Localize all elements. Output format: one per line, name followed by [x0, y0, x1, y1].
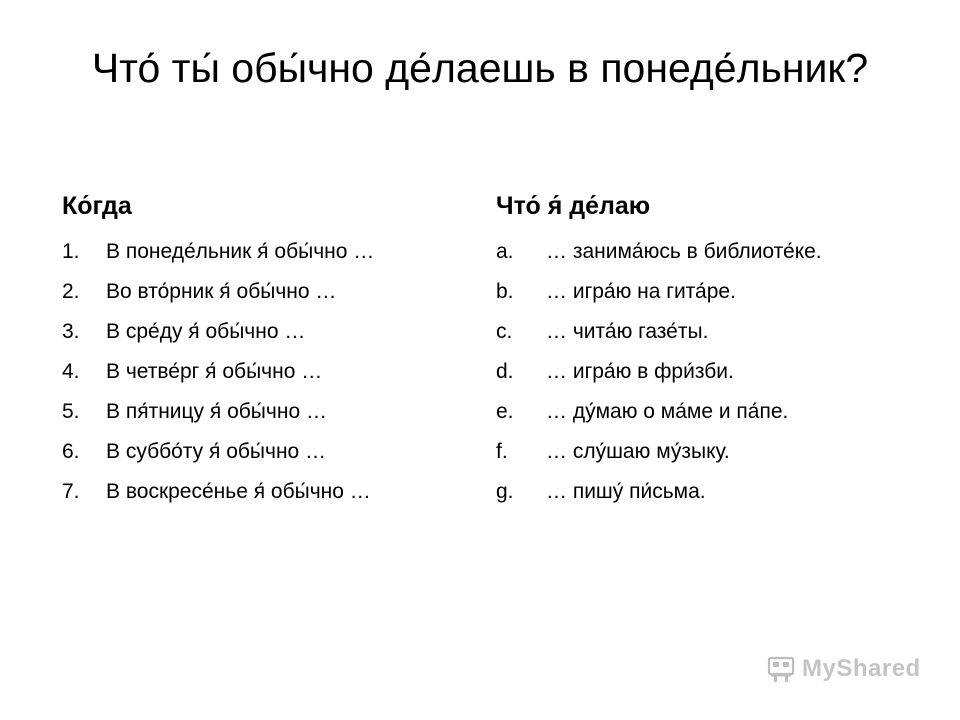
- item-number: 2.: [62, 280, 80, 303]
- myshared-watermark: [766, 654, 921, 684]
- item-text: В пя́тницу я́ обы́чно …: [106, 400, 327, 423]
- item-text: … ду́маю о ма́ме и па́пе.: [546, 400, 789, 423]
- item-letter: e.: [496, 400, 514, 423]
- item-text: … чита́ю газе́ты.: [546, 320, 709, 343]
- item-text: В воскресе́нье я́ обы́чно …: [106, 480, 371, 503]
- when-column: [62, 186, 482, 512]
- item-letter: f.: [496, 440, 508, 463]
- item-text: … игра́ю в фри́зби.: [546, 360, 734, 383]
- when-list: [62, 232, 482, 512]
- activity-list: [496, 232, 916, 512]
- list-item: [496, 312, 916, 352]
- item-letter: b.: [496, 280, 514, 303]
- item-text: … занима́юсь в библиоте́ке.: [546, 240, 822, 263]
- item-text: В суббо́ту я́ обы́чно …: [106, 440, 327, 463]
- list-item: [62, 272, 482, 312]
- list-item: [62, 472, 482, 512]
- item-number: 1.: [62, 240, 80, 263]
- item-text: Во вто́рник я́ обы́чно …: [106, 280, 337, 303]
- item-text: … слу́шаю му́зыку.: [546, 440, 730, 463]
- item-text: В понеде́льник я́ обы́чно …: [106, 240, 375, 263]
- list-item: [496, 392, 916, 432]
- item-letter: d.: [496, 360, 514, 383]
- item-letter: g.: [496, 480, 514, 503]
- list-item: [496, 232, 916, 272]
- list-item: [62, 312, 482, 352]
- item-letter: c.: [496, 320, 513, 343]
- list-item: [496, 432, 916, 472]
- list-item: [62, 232, 482, 272]
- list-item: [62, 352, 482, 392]
- activity-column: [496, 186, 916, 512]
- list-item: [496, 272, 916, 312]
- item-text: В сре́ду я́ обы́чно …: [106, 320, 306, 343]
- classroom-icon: [766, 654, 796, 684]
- item-number: 7.: [62, 480, 80, 503]
- item-text: … пишу́ пи́сьма.: [546, 480, 706, 503]
- activity-heading: Что́ я́ де́лаю: [496, 192, 651, 220]
- list-item: [496, 352, 916, 392]
- list-item: [62, 432, 482, 472]
- item-number: 3.: [62, 320, 80, 343]
- item-letter: a.: [496, 240, 514, 263]
- item-number: 5.: [62, 400, 80, 423]
- list-item: [496, 472, 916, 512]
- when-heading: Ко́гда: [62, 192, 132, 220]
- list-item: [62, 392, 482, 432]
- watermark-text: MyShared: [802, 655, 921, 682]
- item-number: 4.: [62, 360, 80, 383]
- item-text: В четве́рг я́ обы́чно …: [106, 360, 323, 383]
- item-number: 6.: [62, 440, 80, 463]
- slide-title: Что́ ты́ обы́чно де́лаешь в понеде́льник?: [91, 45, 869, 91]
- item-text: … игра́ю на гита́ре.: [546, 280, 736, 303]
